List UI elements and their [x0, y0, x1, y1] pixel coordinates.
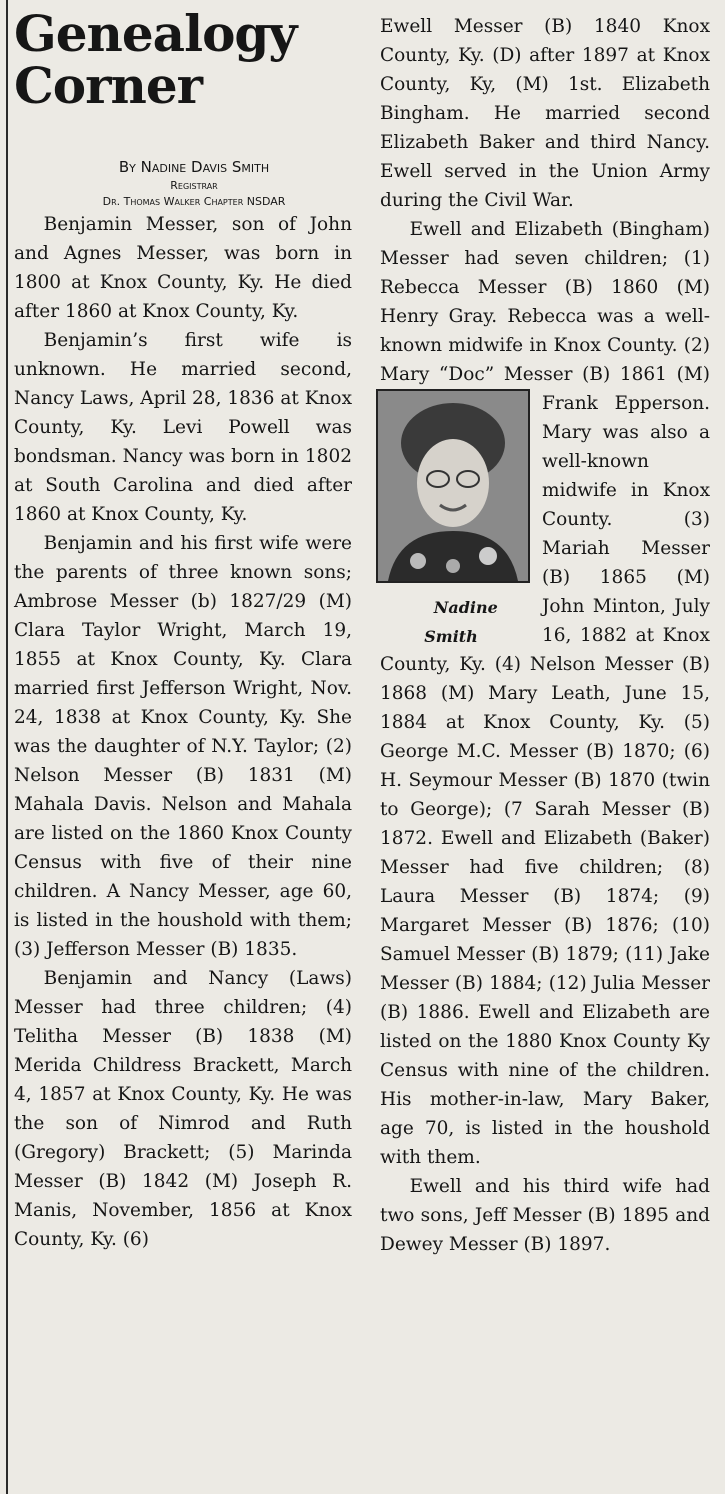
left-column: [14, 4, 352, 1254]
right-column: [380, 12, 710, 1259]
masthead: [14, 4, 352, 115]
paragraph: Benjamin’s first wife is unknown. He married second, Nancy Laws, April 28, 1836 at Knox County, Ky. Levi Powell was bondsman. Nancy was born in 1802 at South Carolina and died after 1860 at Knox County, Ky.: [14, 330, 352, 525]
paragraph-with-photo: [380, 215, 710, 1172]
author-photo-block: [376, 389, 536, 646]
paragraph: Benjamin and Nancy (Laws) Messer had three children; (4) Telitha Messer (B) 1838 (M) Merida Childress Brackett, March 4, 1857 at Knox County, Ky. He was the son of Nimrod and Ruth (Gregory) Brackett; (5) Marinda Messer (B) 1842 (M) Joseph R. Manis, November, 1856 at Knox County, Ky. (6): [14, 968, 352, 1250]
paragraph-text-part: (M) Frank Epperson. Mary was also a well-known midwife in Knox County. (3) Mariah Messer (B) 1865 (M) John Minton, July 16, 1882 at Knox County, Ky. (4) Nelson Messer (B) 1868 (M) Mary Leath, June 15, 1884 at Knox County, Ky. (5) George M.C. Messer (B) 1870; (6) H. Seymour Messer (B) 1870 (twin to George); (7 Sarah Messer (B) 1872. Ewell and Elizabeth (Baker) Messer had five children; (8) Laura Messer (B) 1874; (9) Margaret Messer (B) 1876; (10) Samuel Messer (B) 1879; (11) Jake Messer (B) 1884; (12) Julia Messer (B) 1886. Ewell and Elizabeth are listed on the 1880 Knox County Ky Census with nine of the children. His mother-in-law, Mary Baker, age 70, is listed in the houshold with them.: [380, 364, 710, 1168]
title-line-2: Corner: [14, 56, 202, 115]
byline: [54, 156, 334, 210]
author-photo: [376, 389, 530, 583]
column-rule: [6, 0, 8, 1494]
paragraph: Ewell and his third wife had two sons, Jeff Messer (B) 1895 and Dewey Messer (B) 1897.: [380, 1176, 710, 1255]
paragraph: Benjamin Messer, son of John and Agnes Messer, was born in 1800 at Knox County, Ky. He died after 1860 at Knox County, Ky.: [14, 214, 352, 322]
author-chapter: Dr. Thomas Walker Chapter NSDAR: [102, 195, 286, 208]
paragraph: Ewell Messer (B) 1840 Knox County, Ky. (D) after 1897 at Knox County, Ky, (M) 1st. Elizabeth Bingham. He married second Elizabeth Baker and third Nancy. Ewell served in the Union Army during the Civil War.: [380, 16, 710, 211]
portrait-image: [378, 391, 528, 581]
photo-caption: Nadine Smith: [424, 598, 498, 646]
author-role: Registrar: [170, 179, 218, 192]
title-line-1: Genealogy: [14, 4, 297, 63]
paragraph-text: [380, 219, 710, 1168]
paragraph: Benjamin and his first wife were the parents of three known sons; Ambrose Messer (b) 1827/29 (M) Clara Taylor Wright, March 19, 1855 at Knox County, Ky. Clara married first Jefferson Wright, Nov. 24, 1838 at Knox County, Ky. She was the daughter of N.Y. Taylor; (2) Nelson Messer (B) 1831 (M) Mahala Davis. Nelson and Mahala are listed on the 1860 Knox County Census with five of their nine children. A Nancy Messer, age 60, is listed in the houshold with them; (3) Jefferson Messer (B) 1835.: [14, 533, 352, 960]
paragraph-text-part: Ewell and Elizabeth (Bingham) Messer had seven children; (1) Rebecca Messer (B) 1860 (M) Henry Gray. Rebecca was a well-known midwife in Knox County. (2) Mary “Doc” Messer (B) 1861: [380, 219, 710, 385]
author-name: By Nadine Davis Smith: [118, 158, 270, 176]
